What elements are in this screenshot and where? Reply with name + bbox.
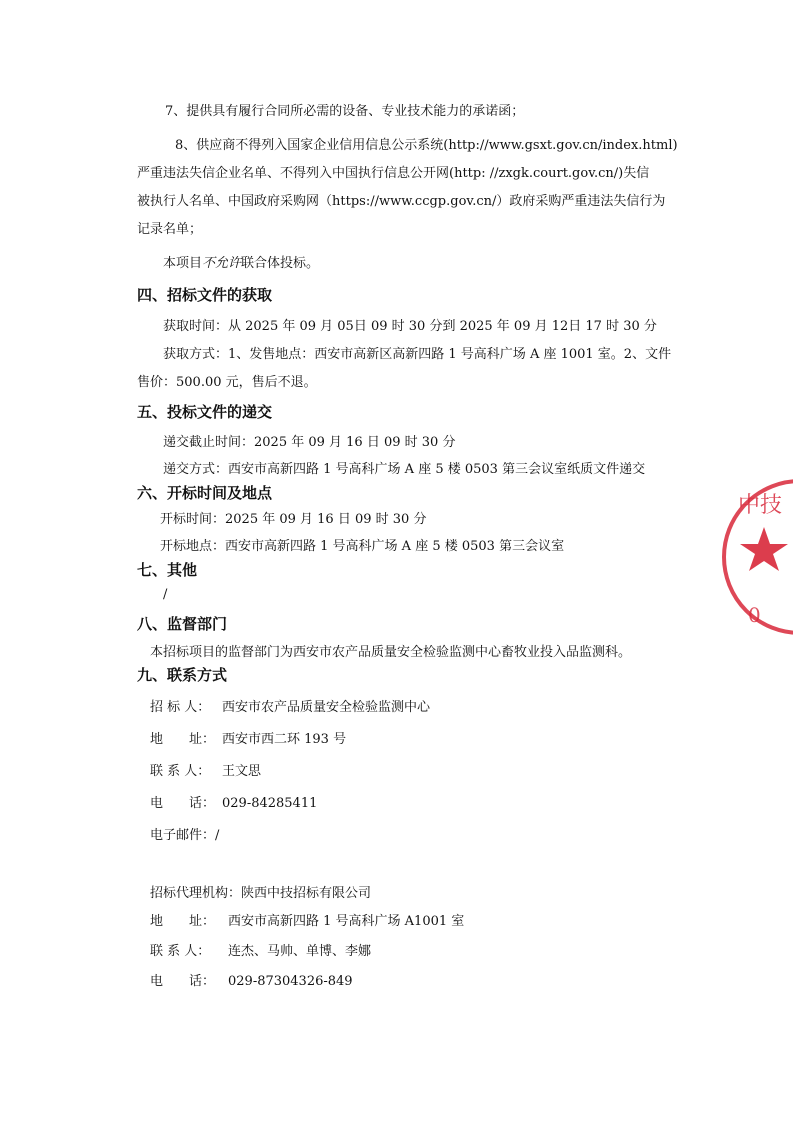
official-seal-stamp [712,472,793,642]
agency-name: 陕西中技招标有限公司 [241,886,372,901]
agency-address-row [150,913,464,931]
agency-phone-row [150,973,353,991]
item-8-line-2: 严重违法失信企业名单、不得列入中国执行信息公开网(http: //zxgk.court.gov.cn/)失信 [137,166,650,181]
agency-name-label: 招标代理机构： [150,886,242,901]
section-7-heading: 七、其他 [137,561,198,579]
s4-method-line-1: 获取方式：1、发售地点：西安市高新区高新四路 1 号高科广场 A 座 1001 室。2、文件 [163,347,672,362]
item-7: 7、提供具有履行合同所必需的设备、专业技术能力的承诺函； [165,104,525,119]
buyer-email-label: 电子邮件： [150,828,216,843]
buyer-contact-row [150,763,261,781]
section-4-heading: 四、招标文件的获取 [137,286,273,304]
buyer-contact: 王文思 [222,764,262,779]
section-9-heading: 九、联系方式 [137,666,228,684]
agency-address: 西安市高新四路 1 号高科广场 A1001 室 [228,914,465,929]
agency-name-row [150,885,371,903]
consortium-emphasis: 不允许 [202,256,242,271]
agency-contact-row [150,943,371,961]
buyer-address-row [150,731,346,749]
buyer-name-row [150,699,430,717]
s6-time: 开标时间：2025 年 09 月 16 日 09 时 30 分 [160,512,427,527]
buyer-address: 西安市西二环 193 号 [222,732,347,747]
section-8-heading: 八、监督部门 [137,615,228,633]
buyer-email-row [150,827,219,845]
buyer-address-label: 地 址： [150,732,216,747]
item-8-line-4: 记录名单； [137,222,203,237]
s4-method-line-2: 售价：500.00 元，售后不退。 [137,375,317,390]
buyer-email: / [215,828,220,843]
agency-phone: 029-87304326-849 [228,974,353,989]
seal-text-bottom: 0 [748,603,761,627]
agency-contact-label: 联 系 人： [150,944,211,959]
buyer-phone: 029-84285411 [222,796,318,811]
section-6-heading: 六、开标时间及地点 [137,484,273,502]
agency-address-label: 地 址： [150,914,216,929]
seal-text-top: 中技 [738,493,783,518]
consortium-suffix: 联合体投标。 [241,256,320,271]
agency-contact: 连杰、马帅、单博、李娜 [228,944,372,959]
s5-method: 递交方式：西安市高新四路 1 号高科广场 A 座 5 楼 0503 第三会议室纸质文件递交 [163,462,646,477]
s6-place: 开标地点：西安市高新四路 1 号高科广场 A 座 5 楼 0503 第三会议室 [160,539,565,554]
agency-phone-label: 电 话： [150,974,216,989]
item-8-line-1: 8、供应商不得列入国家企业信用信息公示系统(http://www.gsxt.gov.cn/index.html) [175,138,678,153]
buyer-name: 西安市农产品质量安全检验监测中心 [222,700,431,715]
item-8-line-3: 被执行人名单、中国政府采购网（https://www.ccgp.gov.cn/）政府采购严重违法失信行为 [137,194,666,209]
consortium-prefix: 本项目 [163,256,203,271]
s4-time: 获取时间：从 2025 年 09 月 05日 09 时 30 分到 2025 年 09 月 12日 17 时 30 分 [163,319,657,334]
section-5-heading: 五、投标文件的递交 [137,403,273,421]
buyer-contact-label: 联 系 人： [150,764,211,779]
buyer-name-label: 招 标 人： [150,700,211,715]
buyer-phone-label: 电 话： [150,796,216,811]
buyer-phone-row [150,795,317,813]
seal-star [740,527,788,571]
s5-deadline: 递交截止时间：2025 年 09 月 16 日 09 时 30 分 [163,435,456,450]
s8-content: 本招标项目的监督部门为西安市农产品质量安全检验监测中心畜牧业投入品监测科。 [150,645,632,660]
s7-content: / [163,587,168,602]
consortium-note [163,255,319,273]
